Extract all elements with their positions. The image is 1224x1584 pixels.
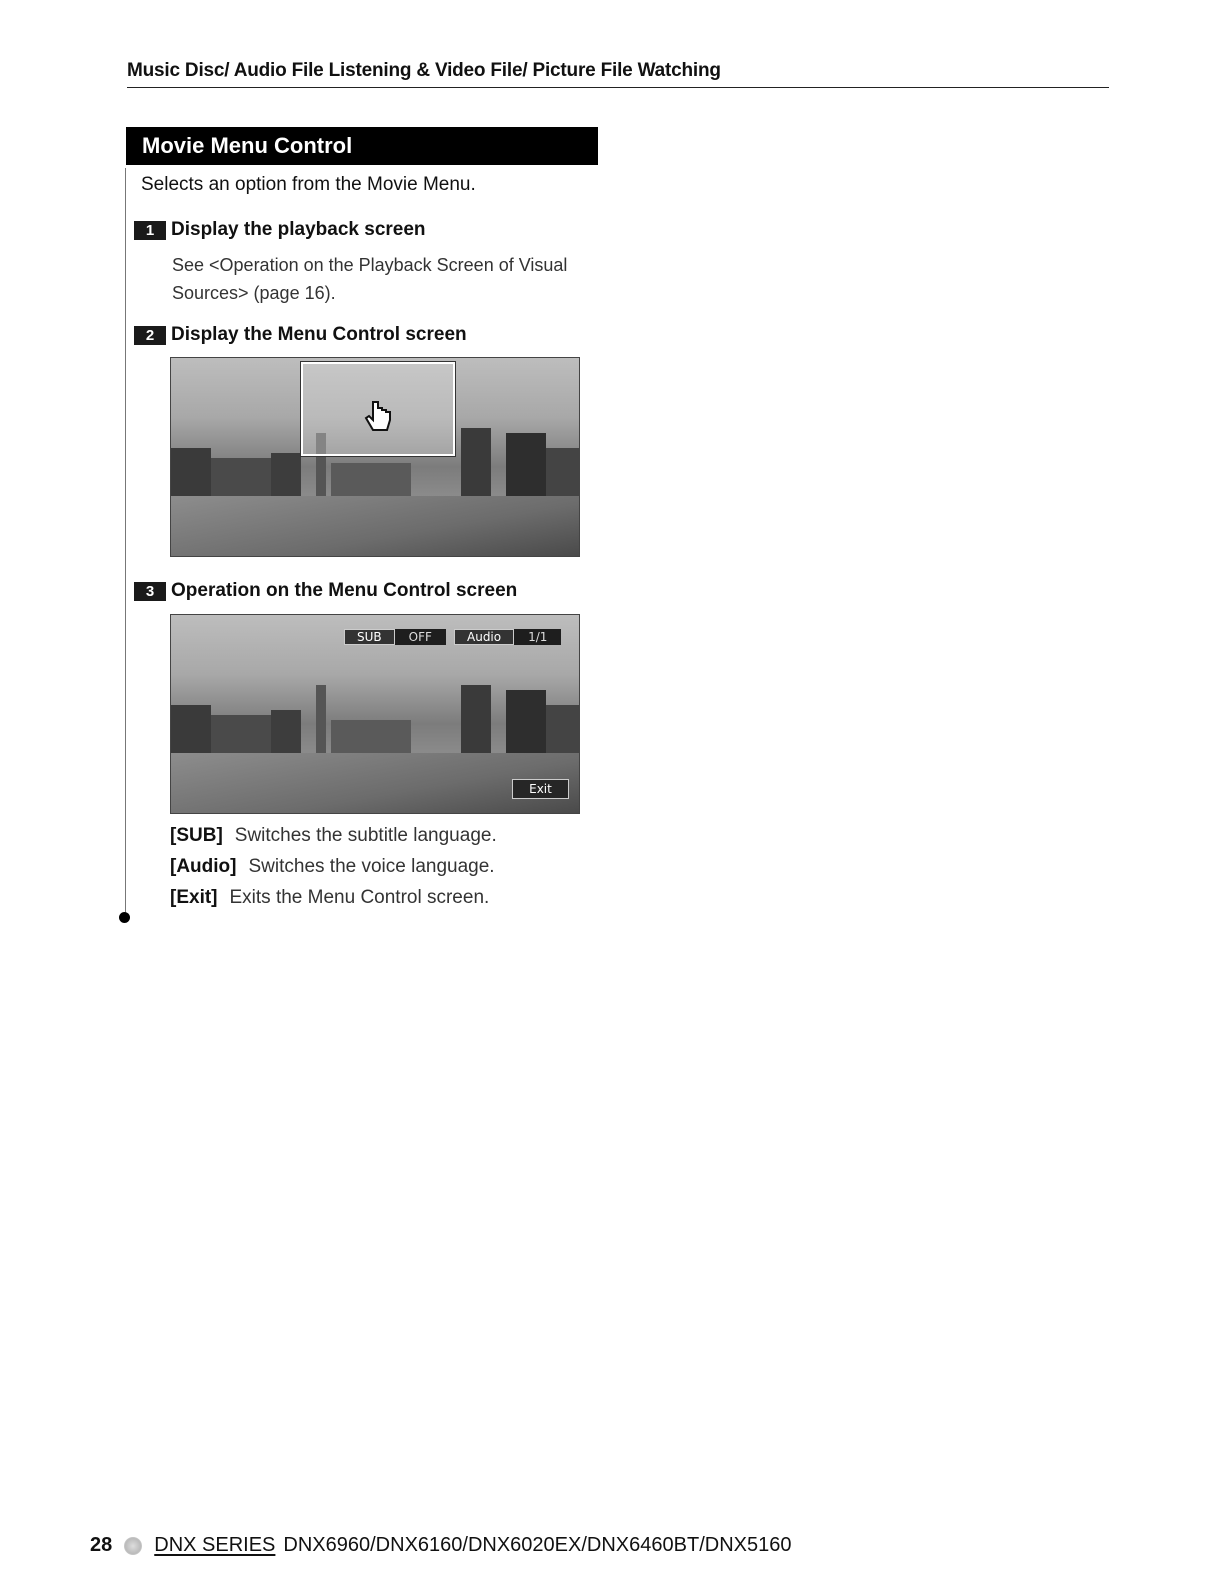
audio-menu <box>454 629 561 645</box>
footer-dot-icon <box>124 1537 142 1555</box>
section-title: Movie Menu Control <box>126 127 598 165</box>
step-title: Operation on the Menu Control screen <box>171 580 518 601</box>
step-number-badge: 2 <box>134 326 166 345</box>
step-number-badge: 3 <box>134 582 166 601</box>
description-text: Exits the Menu Control screen. <box>229 887 490 908</box>
series-name: DNX SERIES <box>154 1534 276 1556</box>
header-rule <box>127 87 1109 88</box>
audio-value: 1/1 <box>528 630 548 644</box>
step-1-body: See <Operation on the Playback Screen of Visual Sources> (page 16). <box>172 255 568 303</box>
step-title: Display the playback screen <box>171 219 426 240</box>
playback-screen-image <box>170 357 580 557</box>
step-number-badge: 1 <box>134 221 166 240</box>
section-end-bullet <box>119 912 130 923</box>
section-side-rule <box>125 168 126 913</box>
menu-control-screen-image <box>170 614 580 814</box>
section-intro: Selects an option from the Movie Menu. <box>141 174 476 195</box>
touch-hand-icon <box>363 398 393 438</box>
subtitle-value: OFF <box>408 630 432 644</box>
model-list: DNX6960/DNX6160/DNX6020EX/DNX6460BT/DNX5160 <box>283 1534 792 1556</box>
road-graphic <box>171 496 579 556</box>
description-key: [SUB] <box>170 825 223 846</box>
subtitle-menu <box>344 629 446 645</box>
description-text: Switches the subtitle language. <box>234 825 497 846</box>
page-footer <box>90 1534 791 1557</box>
city-skyline-graphic <box>171 685 579 755</box>
description-text: Switches the voice language. <box>248 856 495 877</box>
audio-button[interactable]: Audio <box>454 629 514 645</box>
step-2 <box>134 323 467 347</box>
step-1 <box>134 218 426 242</box>
step-title: Display the Menu Control screen <box>171 324 467 345</box>
page-number: 28 <box>90 1534 113 1556</box>
touch-area-highlight[interactable] <box>301 362 455 456</box>
description-exit <box>170 887 489 909</box>
running-header: Music Disc/ Audio File Listening & Video File/ Picture File Watching <box>127 60 721 81</box>
description-sub <box>170 825 497 847</box>
description-key: [Exit] <box>170 887 218 908</box>
description-key: [Audio] <box>170 856 237 877</box>
description-audio <box>170 856 495 878</box>
sub-button[interactable]: SUB <box>344 629 395 645</box>
exit-button[interactable]: Exit <box>512 779 569 799</box>
step-3 <box>134 579 517 603</box>
